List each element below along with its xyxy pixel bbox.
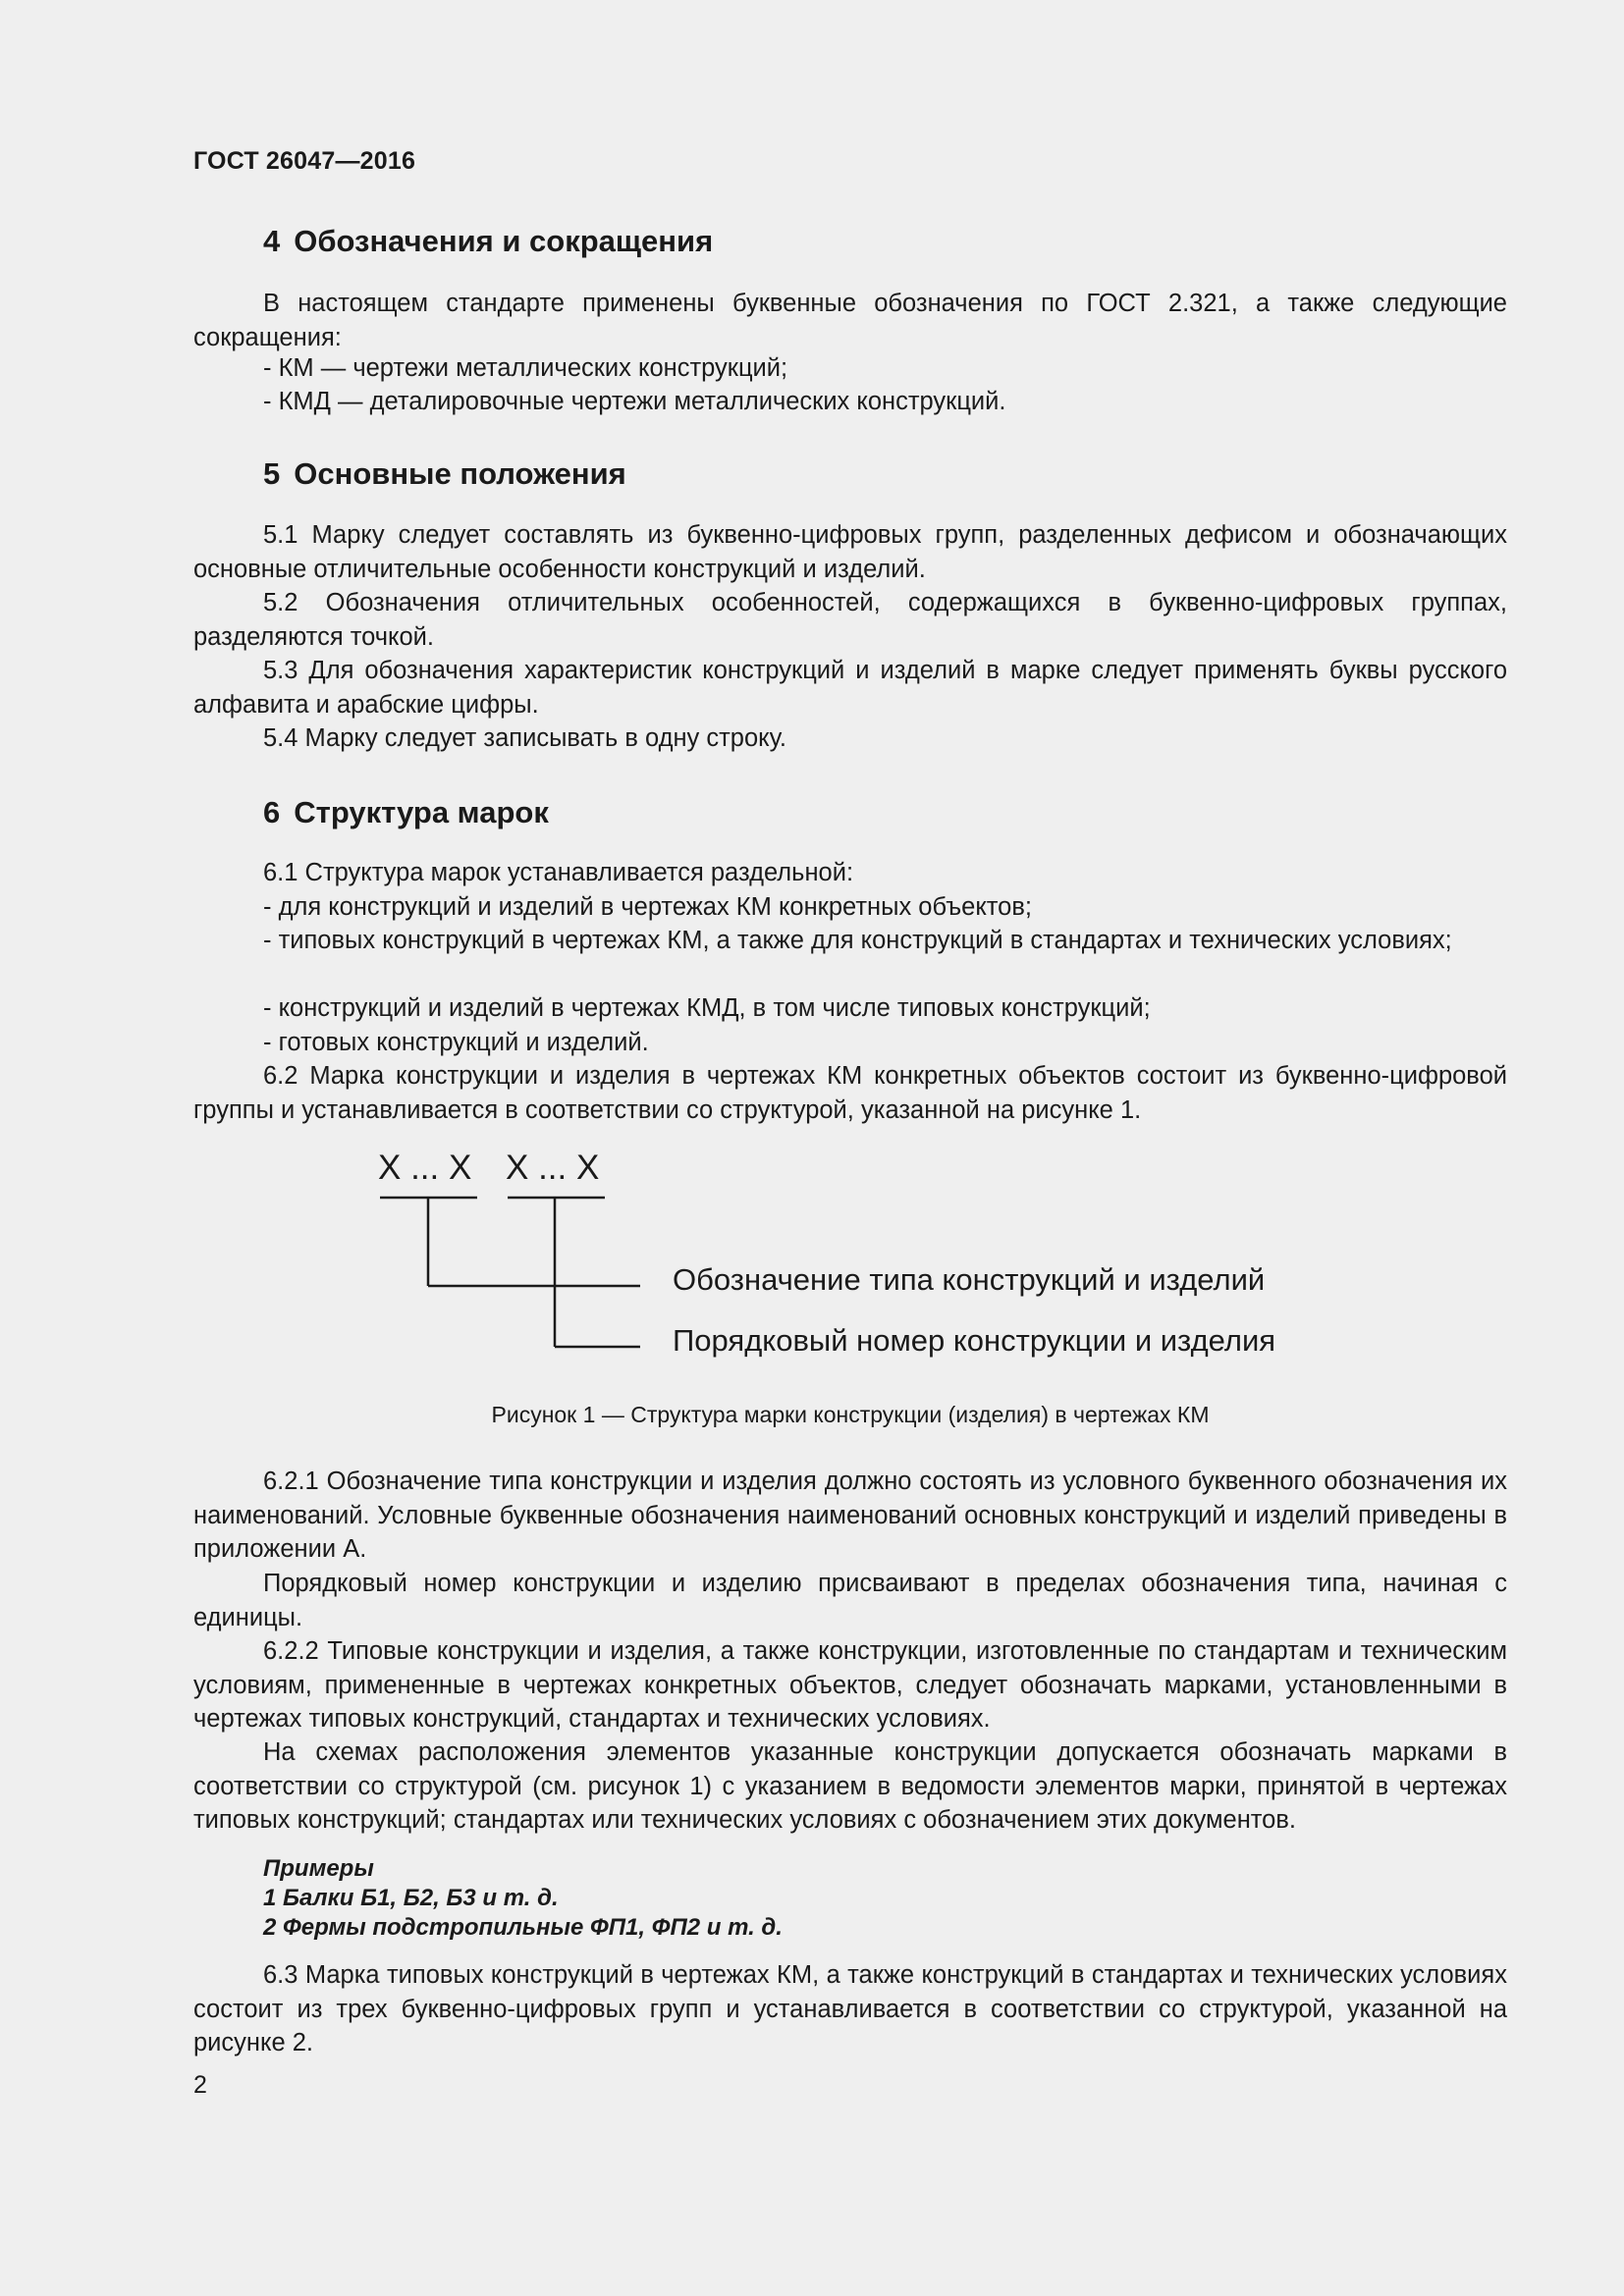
section-5-title: Основные положения: [294, 456, 626, 491]
structure-list-item: - конструкций и изделий в чертежах КМД, в том числе типовых конструкций;: [263, 994, 1151, 1022]
example-item: 2 Фермы подстропильные ФП1, ФП2 и т. д.: [263, 1914, 783, 1941]
section-4-intro: В настоящем стандарте применены буквенные обозначения по ГОСТ 2.321, а также следующие сокращения:: [193, 290, 1507, 351]
abbreviation-item: - КМД — деталировочные чертежи металлических конструкций.: [263, 388, 1006, 415]
clause-6-3: 6.3 Марка типовых конструкций в чертежах КМ, а также конструкций в стандартах и технических условиях состоит из трех буквенно-цифровых групп и устанавливается в соответствии со структурой, указанной на рисунке 2.: [193, 1961, 1507, 2056]
clause-6-1: 6.1 Структура марок устанавливается раздельной:: [263, 859, 854, 886]
figure-label-number: Порядковый номер конструкции и изделия: [673, 1323, 1276, 1358]
clause-6-2-1-continued: Порядковый номер конструкции и изделию присваивают в пределах обозначения типа, начиная с единицы.: [193, 1570, 1507, 1631]
section-4-title: Обозначения и сокращения: [294, 224, 714, 258]
clause-5-2: 5.2 Обозначения отличительных особенностей, содержащихся в буквенно-цифровых группах, разделяются точкой.: [193, 589, 1507, 651]
section-5-heading: [263, 456, 626, 492]
examples-title: Примеры: [263, 1855, 374, 1882]
structure-list-item: - готовых конструкций и изделий.: [263, 1029, 649, 1056]
clause-6-2: 6.2 Марка конструкции и изделия в чертежах КМ конкретных объектов состоит из буквенно-цифровой группы и устанавливается в соответствии со структурой, указанной на рисунке 1.: [193, 1062, 1507, 1124]
structure-list-item: - для конструкций и изделий в чертежах КМ конкретных объектов;: [263, 893, 1032, 921]
clause-5-1: 5.1 Марку следует составлять из буквенно-цифровых групп, разделенных дефисом и обозначающих основные отличительные особенности конструкций и изделий.: [193, 521, 1507, 583]
section-4-number: 4: [263, 224, 281, 258]
figure-1-diagram: [193, 1148, 1507, 1404]
abbreviation-item: - КМ — чертежи металлических конструкций;: [263, 354, 788, 382]
clause-5-3: 5.3 Для обозначения характеристик конструкций и изделий в марке следует применять буквы русского алфавита и арабские цифры.: [193, 657, 1507, 719]
structure-list-item: - типовых конструкций в чертежах КМ, а также для конструкций в стандартах и технических условиях;: [263, 927, 1452, 954]
mark-group-type: X ... X: [378, 1148, 472, 1187]
clause-6-2-1: 6.2.1 Обозначение типа конструкции и изделия должно состоять из условного буквенного обозначения их наименований. Условные буквенные обозначения наименований основных конструкций и изделий приведены в приложении А.: [193, 1468, 1507, 1563]
section-6-number: 6: [263, 795, 281, 829]
example-item: 1 Балки Б1, Б2, Б3 и т. д.: [263, 1885, 559, 1911]
page-number: 2: [193, 2071, 207, 2099]
section-5-number: 5: [263, 456, 281, 491]
figure-label-type: Обозначение типа конструкций и изделий: [673, 1262, 1266, 1297]
mark-group-number: X ... X: [506, 1148, 600, 1187]
section-4-heading: [263, 224, 713, 259]
figure-1-caption: Рисунок 1 — Структура марки конструкции (изделия) в чертежах КМ: [491, 1402, 1210, 1427]
clause-6-2-2: 6.2.2 Типовые конструкции и изделия, а также конструкции, изготовленные по стандартам и техническим условиям, примененные в чертежах конкретных объектов, следует обозначать марками, установленными в чертежах типовых конструкций, стандартах и технических условиях.: [193, 1637, 1507, 1733]
section-6-title: Структура марок: [294, 795, 549, 829]
clause-6-2-2-continued: На схемах расположения элементов указанные конструкции допускается обозначать марками в соответствии со структурой (см. рисунок 1) с указанием в ведомости элементов марки, принятой в чертежах типовых конструкций; стандартах или технических условиях с обозначением этих документов.: [193, 1738, 1507, 1834]
clause-5-4: 5.4 Марку следует записывать в одну строку.: [263, 724, 786, 752]
section-6-heading: [263, 795, 549, 830]
document-header: ГОСТ 26047—2016: [193, 147, 416, 175]
